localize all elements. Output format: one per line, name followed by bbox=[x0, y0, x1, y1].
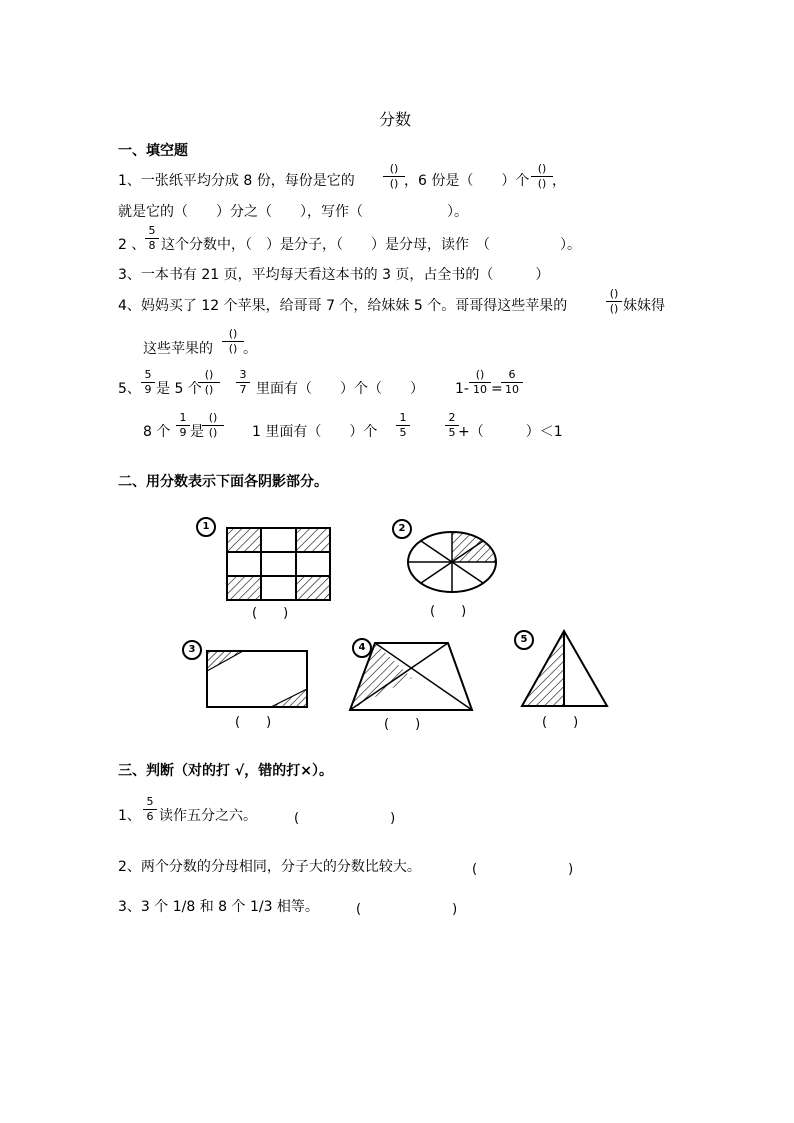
fraction-denominator: 10 bbox=[473, 383, 487, 396]
figure-number-3: 3 bbox=[182, 640, 202, 660]
fraction-numerator: 5 bbox=[141, 369, 155, 383]
figure-2-answer[interactable]: ( ) bbox=[430, 604, 467, 619]
q1-line-2: 就是它的（ ）分之（ ），写作（ ）。 bbox=[118, 204, 468, 220]
q5-row2-blank-fraction[interactable] bbox=[202, 412, 224, 439]
figure-number-1: 1 bbox=[196, 517, 216, 537]
figure-5-triangle bbox=[520, 628, 610, 710]
q5-fraction-2-5 bbox=[445, 412, 459, 439]
q5-text-2: 里面有（ ）个（ ） bbox=[256, 381, 424, 397]
figure-1-grid bbox=[226, 527, 332, 601]
fraction-numerator: () bbox=[606, 288, 622, 302]
judge-3-text: 3、3 个 1/8 和 8 个 1/3 相等。 bbox=[118, 899, 319, 915]
q5-text-3: 1- bbox=[455, 381, 469, 397]
q5-prefix: 5、 bbox=[118, 381, 141, 397]
judge-3-answer[interactable]: ( ) bbox=[356, 902, 458, 917]
q5-row2-text-a: 8 个 bbox=[143, 424, 171, 440]
fraction-numerator: () bbox=[202, 412, 224, 426]
figure-number-5: 5 bbox=[514, 630, 534, 650]
fraction-denominator: () bbox=[537, 177, 547, 190]
figure-3-rectangle bbox=[205, 649, 309, 709]
q4-text-a: 4、妈妈买了 12 个苹果，给哥哥 7 个，给妹妹 5 个。哥哥得这些苹果的 bbox=[118, 298, 568, 314]
q3-text: 3、一本书有 21 页，平均每天看这本书的 3 页，占全书的（ ） bbox=[118, 267, 550, 283]
q5-row2-text-d: +（ ）＜1 bbox=[458, 424, 563, 440]
judge-2-answer[interactable]: ( ) bbox=[472, 862, 574, 877]
fraction-numerator: 2 bbox=[445, 412, 459, 426]
figure-3-answer[interactable]: ( ) bbox=[235, 715, 272, 730]
q2-fraction bbox=[145, 225, 159, 252]
fraction-denominator: 8 bbox=[148, 239, 156, 252]
q5-fraction-1-5 bbox=[396, 412, 410, 439]
fraction-numerator: 3 bbox=[236, 369, 250, 383]
section-3-heading: 三、判断（对的打 √，错的打×）。 bbox=[118, 763, 333, 779]
figure-2-circle bbox=[406, 530, 498, 594]
q5-text-1: 是 5 个 bbox=[156, 381, 202, 397]
fraction-numerator: 1 bbox=[396, 412, 410, 426]
fraction-denominator: 6 bbox=[146, 810, 154, 823]
q5-row2-text-c: 1 里面有（ ）个 bbox=[252, 424, 378, 440]
fraction-numerator: () bbox=[198, 369, 220, 383]
fraction-denominator: () bbox=[204, 383, 214, 396]
fraction-numerator: 6 bbox=[501, 369, 523, 383]
q4-end: 。 bbox=[243, 341, 257, 357]
figure-1-answer[interactable]: ( ) bbox=[252, 606, 289, 621]
fraction-numerator: 5 bbox=[143, 796, 157, 810]
figure-4-answer[interactable]: ( ) bbox=[384, 717, 421, 732]
judge-1-prefix: 1、 bbox=[118, 808, 141, 824]
fraction-numerator: 1 bbox=[176, 412, 190, 426]
fraction-denominator: 5 bbox=[399, 426, 407, 439]
q1-blank-fraction-1[interactable] bbox=[383, 163, 405, 190]
fraction-numerator: () bbox=[383, 163, 405, 177]
q4-blank-fraction-1[interactable] bbox=[606, 288, 622, 315]
fraction-denominator: () bbox=[609, 302, 619, 315]
q4-line-2: 这些苹果的 bbox=[143, 341, 213, 357]
q5-fraction-5-9 bbox=[141, 369, 155, 396]
fraction-denominator: () bbox=[389, 177, 399, 190]
judge-1-answer[interactable]: ( ) bbox=[294, 811, 396, 826]
q2-prefix: 2 、 bbox=[118, 237, 146, 253]
q5-row2-text-b: 是 bbox=[190, 424, 204, 440]
judge-1-text: 读作五分之六。 bbox=[159, 808, 257, 824]
q5-fraction-6-10 bbox=[501, 369, 523, 396]
figure-number-2: 2 bbox=[392, 519, 412, 539]
figure-4-trapezoid bbox=[347, 640, 475, 712]
q5-equals: = bbox=[491, 381, 503, 397]
q5-blank-fraction[interactable] bbox=[198, 369, 220, 396]
q5-fraction-1-9 bbox=[176, 412, 190, 439]
fraction-denominator: () bbox=[208, 426, 218, 439]
fraction-denominator: 9 bbox=[144, 383, 152, 396]
q2-text: 这个分数中，（ ）是分子，（ ）是分母，读作 （ ）。 bbox=[161, 237, 581, 253]
fraction-denominator: 9 bbox=[179, 426, 187, 439]
fraction-denominator: 7 bbox=[239, 383, 247, 396]
q4-blank-fraction-2[interactable] bbox=[222, 328, 244, 355]
judge-1-fraction bbox=[143, 796, 157, 823]
q1-text-b: ，6 份是（ ）个 bbox=[404, 173, 530, 189]
fraction-numerator: () bbox=[531, 163, 553, 177]
fraction-numerator: 5 bbox=[145, 225, 159, 239]
fraction-denominator: () bbox=[228, 342, 238, 355]
fraction-denominator: 5 bbox=[448, 426, 456, 439]
fraction-numerator: () bbox=[469, 369, 491, 383]
q5-blank-fraction-10[interactable] bbox=[469, 369, 491, 396]
q1-text-c: ， bbox=[552, 173, 566, 189]
fraction-denominator: 10 bbox=[505, 383, 519, 396]
figure-number-4: 4 bbox=[352, 638, 372, 658]
q4-text-b: 妹妹得 bbox=[623, 298, 665, 314]
figure-5-answer[interactable]: ( ) bbox=[542, 715, 579, 730]
section-1-heading: 一、填空题 bbox=[118, 143, 188, 159]
q5-fraction-3-7 bbox=[236, 369, 250, 396]
section-2-heading: 二、用分数表示下面各阴影部分。 bbox=[118, 474, 328, 490]
q1-blank-fraction-2[interactable] bbox=[531, 163, 553, 190]
judge-2-text: 2、两个分数的分母相同，分子大的分数比较大。 bbox=[118, 859, 421, 875]
q1-text-a: 1、一张纸平均分成 8 份，每份是它的 bbox=[118, 173, 355, 189]
page-title: 分数 bbox=[379, 110, 412, 129]
fraction-numerator: () bbox=[222, 328, 244, 342]
